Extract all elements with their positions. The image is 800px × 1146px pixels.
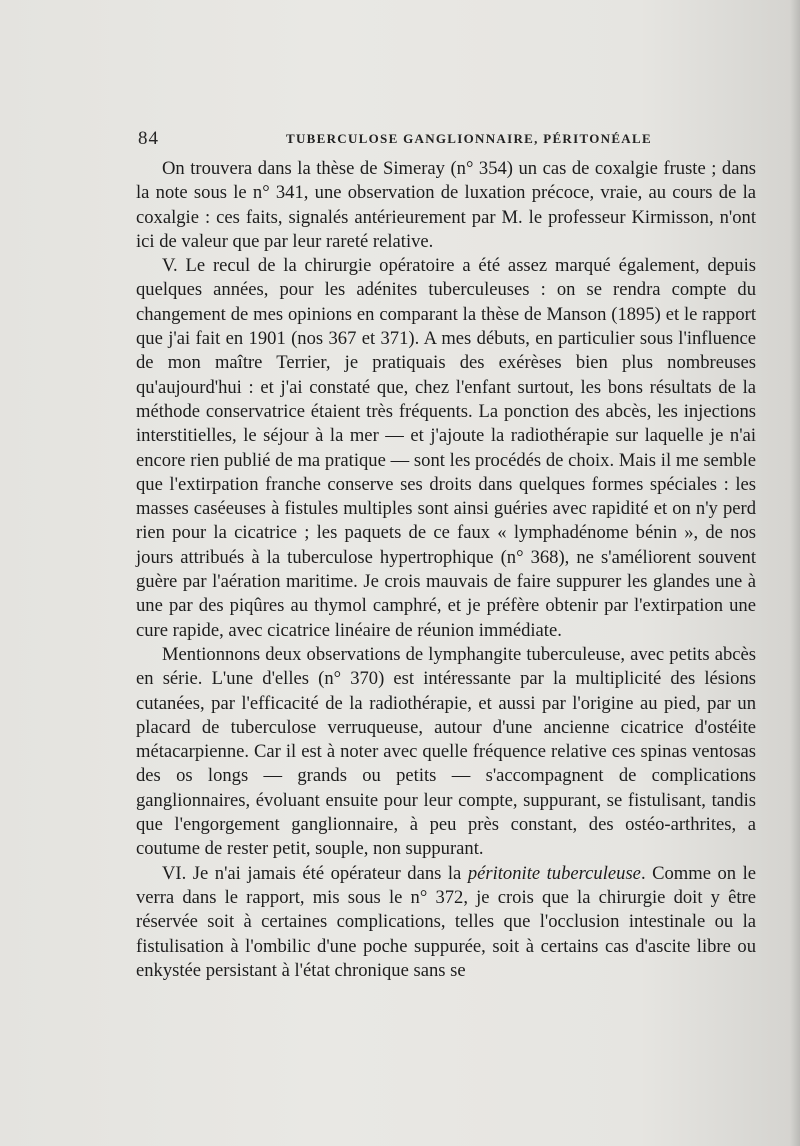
paragraph-peritonite [136,862,756,983]
paragraph-coxalgie: On trouvera dans la thèse de Simeray (n° 354) un cas de coxalgie fruste ; dans la note sous le n° 341, une observation de luxation précoce, vraie, au cours de la coxalgie : ces faits, signalés antérieurement par M. le professeur Kirmisson, n'ont ici de valeur que par leur rareté relative. [136,158,756,252]
paragraph-lymphangite: Mentionnons deux observations de lymphangite tuberculeuse, avec petits abcès en série. L'une d'elles (n° 370) est intéressante par la multiplicité des lésions cutanées, par l'efficacité de la radiothérapie, et aussi par l'origine au pied, par un placard de tuberculose verruqueuse, autour d'une ancienne cicatrice d'ostéite métacarpienne. Car il est à noter avec quelle fréquence relative ces spinas ventosas des os longs — grands ou petits — s'accompagnent de complications ganglionnaires, évoluant ensuite pour leur compte, suppurant, se fistulisant, tandis que l'engorgement ganglionnaire, à peu près constant, des ostéo-arthrites, a coutume de rester petit, souple, non suppurant. [136,643,756,860]
running-title: TUBERCULOSE GANGLIONNAIRE, PÉRITONÉALE [286,131,652,146]
paragraph-adenites: V. Le recul de la chirurgie opératoire a été assez marqué également, depuis quelques années, pour les adénites tuberculeuses : on se rendra compte du changement de mes opinions en comparant la thèse de Manson (1895) et le rapport que j'ai fait en 1901 (nos 367 et 371). A mes débuts, en particulier sous l'influence de mon maître Terrier, je pratiquais des exérèses bien plus nombreuses qu'aujourd'hui : et j'ai constaté que, chez l'enfant surtout, les bons résultats de la méthode conservatrice étaient très fréquents. La ponction des abcès, les injections interstitielles, le séjour à la mer — et j'ajoute la radiothérapie sur laquelle je n'ai encore rien publié de ma pratique — sont les procédés de choix. Mais il me semble que l'extirpation franche conserve ses droits dans quelques formes spéciales : les masses caséeuses à fistules multiples sont ainsi guéries avec rapidité et on n'y perd rien pour la cicatrice ; les paquets de ce faux « lymphadénome bénin », de nos jours attribués à la tuberculose hypertrophique (n° 368), ne s'améliorent souvent guère par l'aération maritime. Je crois mauvais de faire suppurer les glandes une à une par des piqûres au thymol camphré, et je préfère obtenir par l'extirpation une cure rapide, avec cicatrice linéaire de réunion immédiate. [136,255,756,641]
paragraph-peritonite-start: VI. Je n'ai jamais été opérateur dans la [162,862,468,884]
paragraph-peritonite-end: . Comme on le verra dans le rapport, mis sous le n° 372, je crois que la chirurgie doit y être réservée soit à certaines complications, telles que l'occlusion intestinale ou la fistulisation à l'ombilic d'une poche suppurée, soit à certains cas d'ascite libre ou enkystée persistant à l'état chronique sans se [136,862,757,981]
page-edge-shadow [790,0,800,1146]
italic-term: péritonite tuberculeuse [467,862,641,884]
page-number: 84 [138,128,159,149]
running-head [138,128,760,152]
body-text [136,157,756,983]
